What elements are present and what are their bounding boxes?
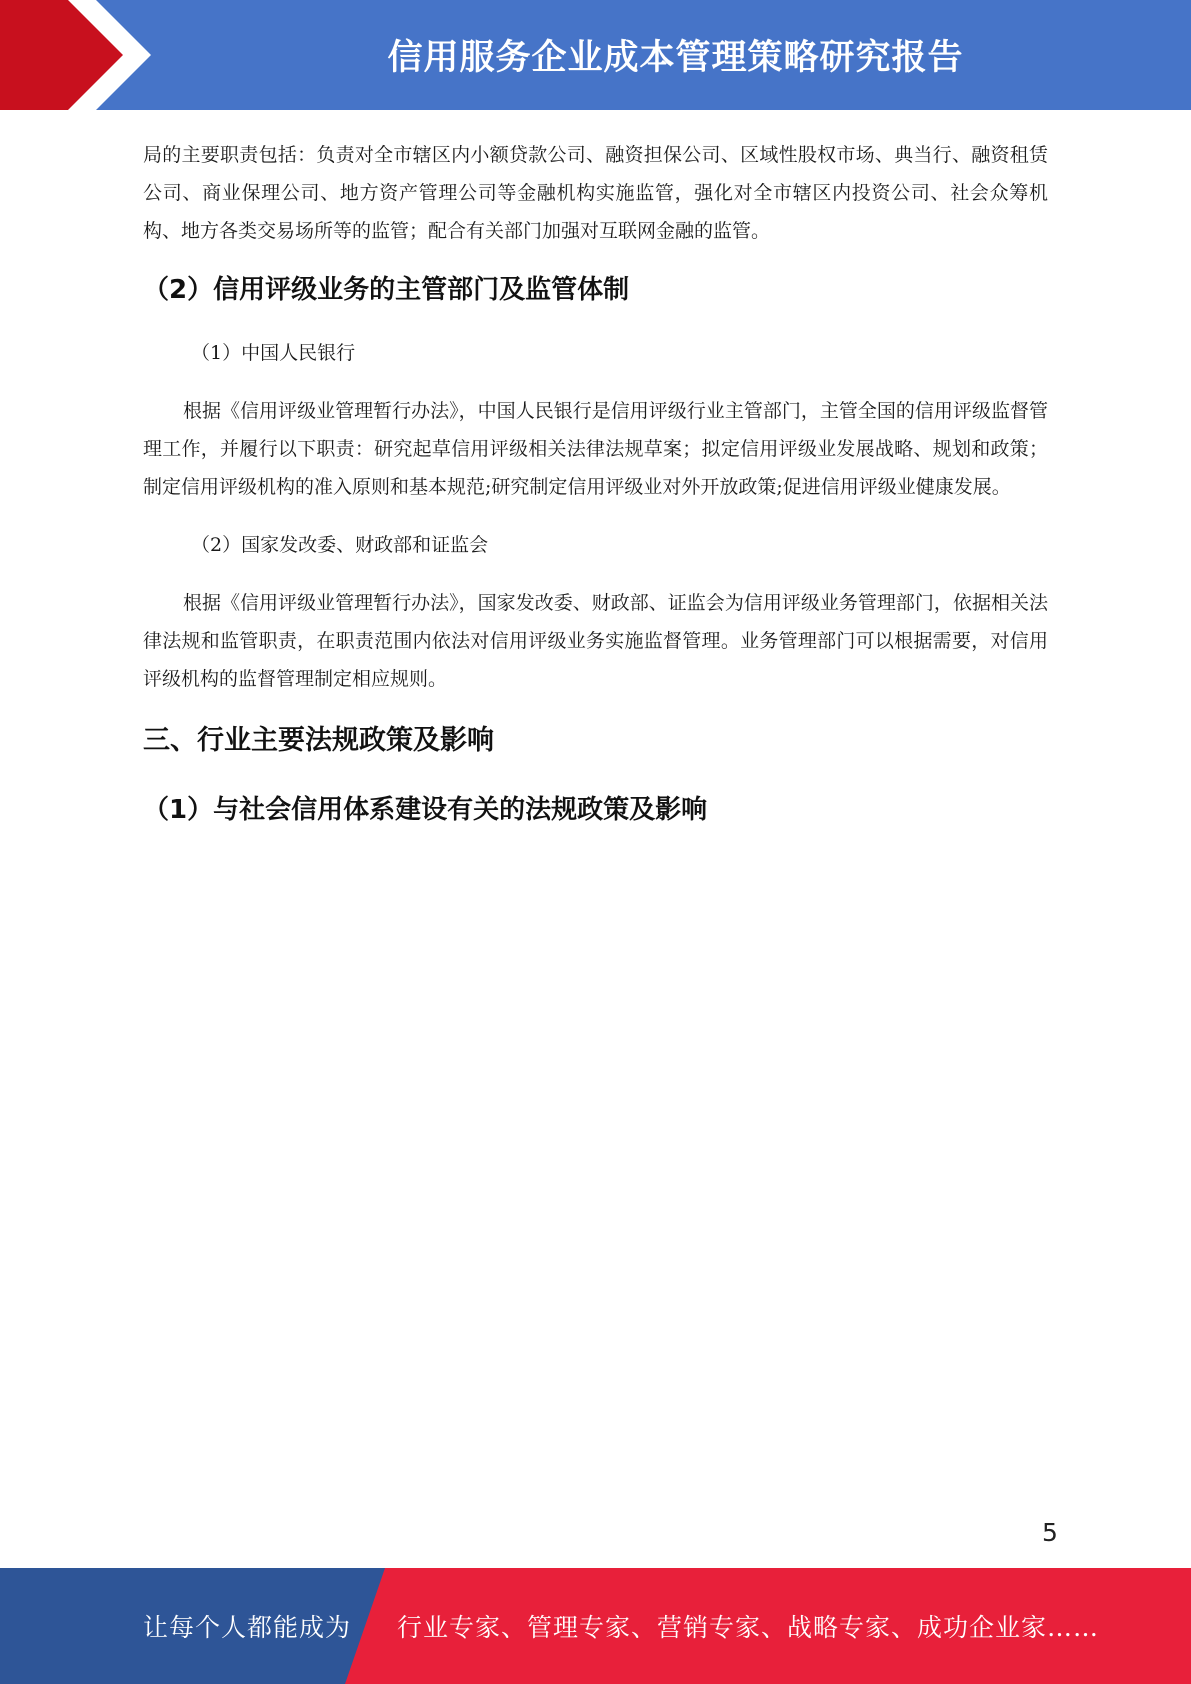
sub1-paragraph: 根据《信用评级业管理暂行办法》，中国人民银行是信用评级行业主管部门，主管全国的信用评级监督管理工作，并履行以下职责：研究起草信用评级相关法律法规草案；拟定信用评级业发展战略、规划和政策；制定信用评级机构的准入原则和基本规范;研究制定信用评级业对外开放政策;促进信用评级业健康发展。 (143, 400, 1048, 498)
intro-paragraph: 局的主要职责包括：负责对全市辖区内小额贷款公司、融资担保公司、区域性股权市场、典当行、融资租赁公司、商业保理公司、地方资产管理公司等金融机构实施监管，强化对全市辖区内投资公司、社会众筹机构、地方各类交易场所等的监管；配合有关部门加强对互联网金融的监管。 (143, 144, 1048, 242)
sub1-heading: （1）中国人民银行 (191, 342, 356, 364)
footer-slogan-right: 行业专家、管理专家、营销专家、战略专家、成功企业家…… (397, 1613, 1100, 1642)
section-3-1-heading: （1）与社会信用体系建设有关的法规政策及影响 (143, 795, 708, 825)
report-title: 信用服务企业成本管理策略研究报告 (387, 38, 964, 78)
section-3-heading: 三、行业主要法规政策及影响 (143, 725, 494, 756)
footer-band (0, 1568, 1191, 1684)
header-band (0, 0, 1191, 110)
page-number: 5 (1042, 1518, 1058, 1547)
sub2-heading: （2）国家发改委、财政部和证监会 (191, 534, 489, 556)
section-2-heading: （2）信用评级业务的主管部门及监管体制 (143, 275, 630, 305)
footer-slogan-left: 让每个人都能成为 (143, 1613, 352, 1642)
sub2-paragraph: 根据《信用评级业管理暂行办法》，国家发改委、财政部、证监会为信用评级业务管理部门，依据相关法律法规和监管职责，在职责范围内依法对信用评级业务实施监督管理。业务管理部门可以根据需要，对信用评级机构的监督管理制定相应规则。 (143, 592, 1048, 690)
document-body (143, 136, 1048, 830)
